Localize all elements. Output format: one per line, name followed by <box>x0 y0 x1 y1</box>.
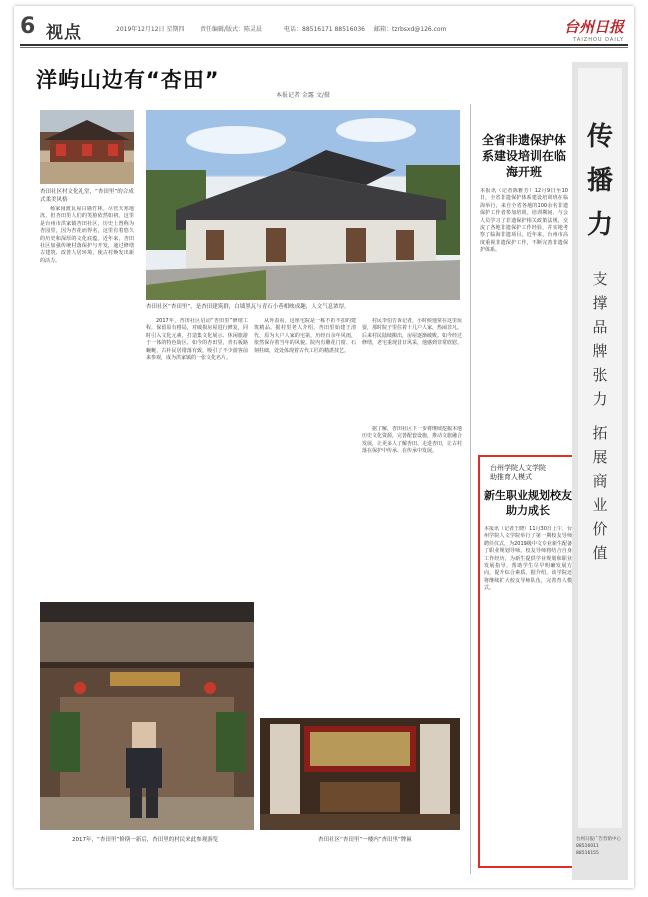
ad-char-7: 拓 <box>592 424 608 442</box>
photo-hall <box>40 110 134 184</box>
date: 2019年12月12日 星期四 <box>116 26 185 33</box>
header-rule <box>20 44 628 46</box>
story-career-headline: 新生职业规划校友助力成长 <box>484 489 572 517</box>
caption-hall: 杏田社区村文化礼堂，“杏田里”的合成式柔美风格 <box>40 189 134 203</box>
story-heritage-headline: 全省非遗保护体系建设培训在临海开班 <box>481 133 566 179</box>
editor: 责任编辑/版式：陈灵晨 <box>200 26 263 33</box>
photo-signboard <box>260 718 460 830</box>
column-5-text: 据了解，杏田社区下一步将继续挖掘本地历史文化资源，完善配套设施，推动文旅融合发展，让更多人了解杏田、走进杏田，让古村落在保护中传承、在传承中发展。 <box>362 426 462 455</box>
article-column-3 <box>254 318 356 588</box>
caption-main: 杏田社区“杏田里”，是杏田建筑群，白墙黑瓦与青石小巷相映成趣，人文气息浓厚。 <box>146 304 350 310</box>
ad-char-11: 价 <box>592 520 608 538</box>
photo-main-building <box>146 110 460 300</box>
column-divider <box>470 104 471 874</box>
ad-char-5: 张 <box>592 366 608 384</box>
column-1-text: 杨家园渡瓦屋白墙竹林。尽管天寒地冻，但杏田里人们的笑脸依然如初。这里是台州市洪家镇杏田社区，历史上曾称为杏园里，因为杏花而得名，这里有着悠久的历史和深厚的文化底蕴。近年来，杏田社区加强传统村落保护与开发，通过修缮古建筑、改善人居环境，使古村焕发出新的活力。 <box>40 206 134 264</box>
logo-english: TAIZHOU DAILY <box>573 37 624 43</box>
logo-chinese: 台州日报 <box>563 18 624 36</box>
ad-char-2: 撑 <box>592 294 608 312</box>
article-column-2 <box>146 318 248 588</box>
page-header <box>20 12 628 46</box>
hall-photo-drawing <box>40 110 134 184</box>
column-4-text: 村民李伯告诉记者，小时候他常在这里玩耍，那时院子里住着十几户人家，热闹非凡。后来村民陆续搬出，房屋逐渐破败。如今经过修缮，老宅重现昔日风采，他感到非常欣慰。 <box>362 318 462 347</box>
ad-side-panel <box>572 62 628 880</box>
page-number: 6 <box>20 14 36 39</box>
story-career-text: 本报讯（记者王晓）11月30日上午，台州学院人文学院举行了第一期校友导师聘任仪式，为2019级中文专业新生配备了职业规划导师。校友导师将结合自身工作经历，为新生提供学业规划和职业发展指导，帮助学生尽早明确发展方向，提升综合素质。据介绍，该学院还将继续扩大校友导师队伍，完善育人模式。 <box>484 526 572 592</box>
ad-char-4: 牌 <box>592 342 608 360</box>
story-career-kicker: 台州学院人文学院 助推育人模式 <box>490 464 546 481</box>
photo-old-house <box>40 602 254 830</box>
ad-char-6: 力 <box>592 390 608 408</box>
signboard-photo-drawing <box>260 718 460 830</box>
ad-char-10: 业 <box>592 496 608 514</box>
ad-footer-contact: 台州日报广告营销中心 88516011 88516155 <box>576 837 621 856</box>
ad-char-chuan: 传 <box>586 122 613 152</box>
caption-old-house: 2017年，“杏田里”修缮一新后，杏田里的村民来此参观游览 <box>72 837 219 843</box>
email: 邮箱：tzrbsxd@126.com <box>374 26 447 33</box>
ad-char-3: 品 <box>592 318 608 336</box>
ad-char-8: 展 <box>592 448 608 466</box>
column-3-text: 从外表看，这座宅院是一栋不折不扣的建筑精品。据村里老人介绍，杏田里始建于清代，原为大户人家的宅第，历经百余年风雨，依然保存着当年的风貌。院内有雕花门窗、石刻柱础，处处体现着古代工匠的精湛技艺。 <box>254 318 356 354</box>
main-photo-drawing <box>146 110 460 300</box>
column-2-text: 2017年，杏田社区启动“杏田里”修缮工程，保留原有格局，对破损房屋进行修复，同时引入文化元素，打造集文化展示、休闲旅游于一体的特色街区。如今的杏田里，青石板路蜿蜒，古朴民居错落有致，吸引了不少游客前来参观，成为洪家镇的一张文化名片。 <box>146 318 248 362</box>
story-heritage-text: 本报讯（记者陈雅芳）12月9日至10日，全省非遗保护体系建设培训班在临海举行，来自全省各地的100余名非遗保护工作者参加培训。培训期间，与会人员学习了非遗保护相关政策法规，交流了各地非遗保护工作经验，并实地考察了临海非遗项目。近年来，台州市高度重视非遗保护工作，不断完善非遗保护体系。 <box>480 188 568 254</box>
ad-char-9: 商 <box>592 472 608 490</box>
ad-char-1: 支 <box>592 270 608 288</box>
article-byline: 本报记者 金露 文/摄 <box>276 92 330 99</box>
ad-char-12: 值 <box>592 544 608 562</box>
ad-char-bo: 播 <box>586 166 613 196</box>
ad-char-li: 力 <box>586 210 613 240</box>
newspaper-page <box>14 6 634 888</box>
ad-side-inner <box>578 68 622 828</box>
masthead-logo <box>564 16 624 43</box>
article-column-1 <box>40 206 134 586</box>
section-title: 视点 <box>46 23 82 43</box>
old-house-photo-drawing <box>40 602 254 830</box>
phone: 电话：88516171 88516036 <box>284 26 365 33</box>
article-column-5 <box>362 426 462 706</box>
header-rule-thin <box>20 47 628 48</box>
caption-signboard: 杏田社区“杏田里”一楼内“杏田里”牌匾 <box>318 837 412 843</box>
article-headline: 洋屿山边有“杏田” <box>36 68 220 92</box>
